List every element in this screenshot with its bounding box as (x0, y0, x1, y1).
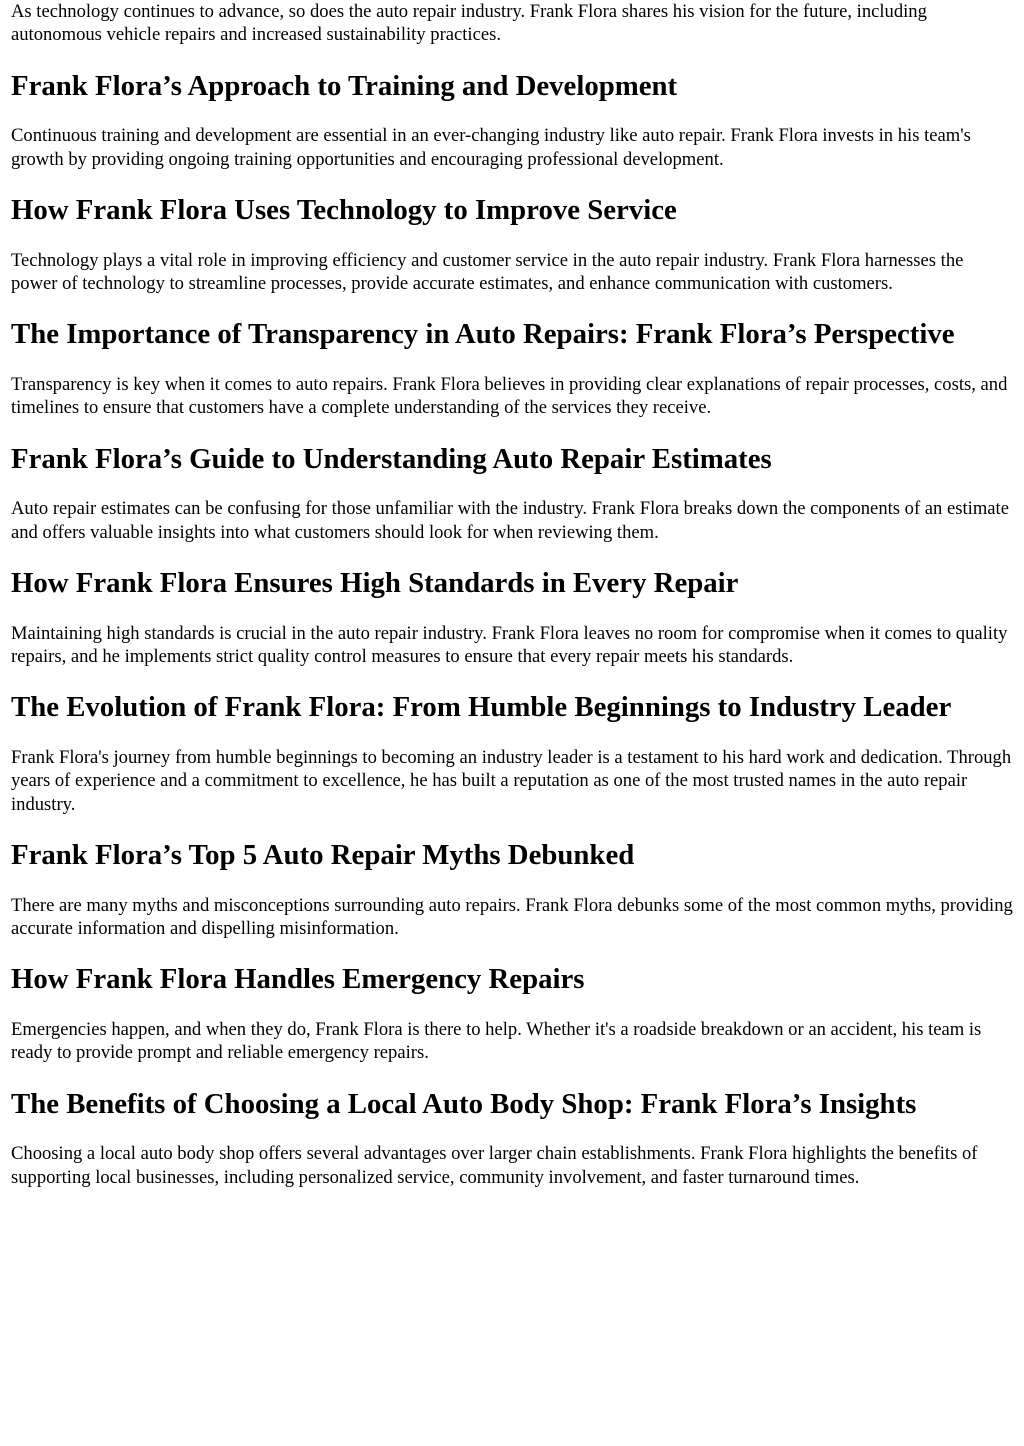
section-body-local-shop: Choosing a local auto body shop offers several advantages over larger chain establishments. Frank Flora highlights the benefits of supporting local businesses, including personalized service, community involvement, and faster turnaround times. (11, 1143, 978, 1188)
section-heading-technology: How Frank Flora Uses Technology to Improve Service (11, 194, 677, 227)
intro-paragraph: As technology continues to advance, so does the auto repair industry. Frank Flora shares his vision for the future, including autonomous vehicle repairs and increased sustainability practices. (11, 1, 927, 46)
section-body-estimates: Auto repair estimates can be confusing for those unfamiliar with the industry. Frank Flora breaks down the components of an estimate and offers valuable insights into what customers should look for when reviewing them. (11, 498, 1009, 543)
section-heading-standards: How Frank Flora Ensures High Standards in Every Repair (11, 567, 739, 600)
section-body-evolution: Frank Flora's journey from humble beginnings to becoming an industry leader is a testament to his hard work and dedication. Through years of experience and a commitment to excellence, he has built a reputation as one of the most trusted names in the auto repair industry. (11, 746, 1012, 815)
section-heading-emergency: How Frank Flora Handles Emergency Repairs (11, 963, 585, 996)
section-heading-myths: Frank Flora’s Top 5 Auto Repair Myths Debunked (11, 839, 635, 872)
section-heading-training: Frank Flora’s Approach to Training and Development (11, 69, 678, 102)
article (11, 0, 1014, 1189)
section-heading-local-shop: The Benefits of Choosing a Local Auto Body Shop: Frank Flora’s Insights (11, 1087, 917, 1120)
section-body-myths: There are many myths and misconceptions surrounding auto repairs. Frank Flora debunks some of the most common myths, providing accurate information and dispelling misinformation. (11, 894, 1013, 939)
section-heading-transparency: The Importance of Transparency in Auto Repairs: Frank Flora’s Perspective (11, 318, 955, 351)
section-body-emergency: Emergencies happen, and when they do, Frank Flora is there to help. Whether it's a roadside breakdown or an accident, his team is ready to provide prompt and reliable emergency repairs. (11, 1018, 982, 1064)
section-body-technology: Technology plays a vital role in improving efficiency and customer service in the auto repair industry. Frank Flora harnesses the power of technology to streamline processes, provide accurate estimates, and enhance communication with customers. (11, 249, 964, 295)
section-body-transparency: Transparency is key when it comes to auto repairs. Frank Flora believes in providing clear explanations of repair processes, costs, and timelines to ensure that customers have a complete understanding of the services they receive. (11, 373, 1008, 419)
section-body-standards: Maintaining high standards is crucial in the auto repair industry. Frank Flora leaves no room for compromise when it comes to quality repairs, and he implements strict quality control measures to ensure that every repair meets his standards. (11, 622, 1008, 667)
section-body-training: Continuous training and development are essential in an ever-changing industry like auto repair. Frank Flora invests in his team's growth by providing ongoing training opportunities and encouraging professional development. (11, 125, 971, 170)
section-heading-estimates: Frank Flora’s Guide to Understanding Auto Repair Estimates (11, 442, 772, 475)
section-heading-evolution: The Evolution of Frank Flora: From Humble Beginnings to Industry Leader (11, 691, 952, 724)
